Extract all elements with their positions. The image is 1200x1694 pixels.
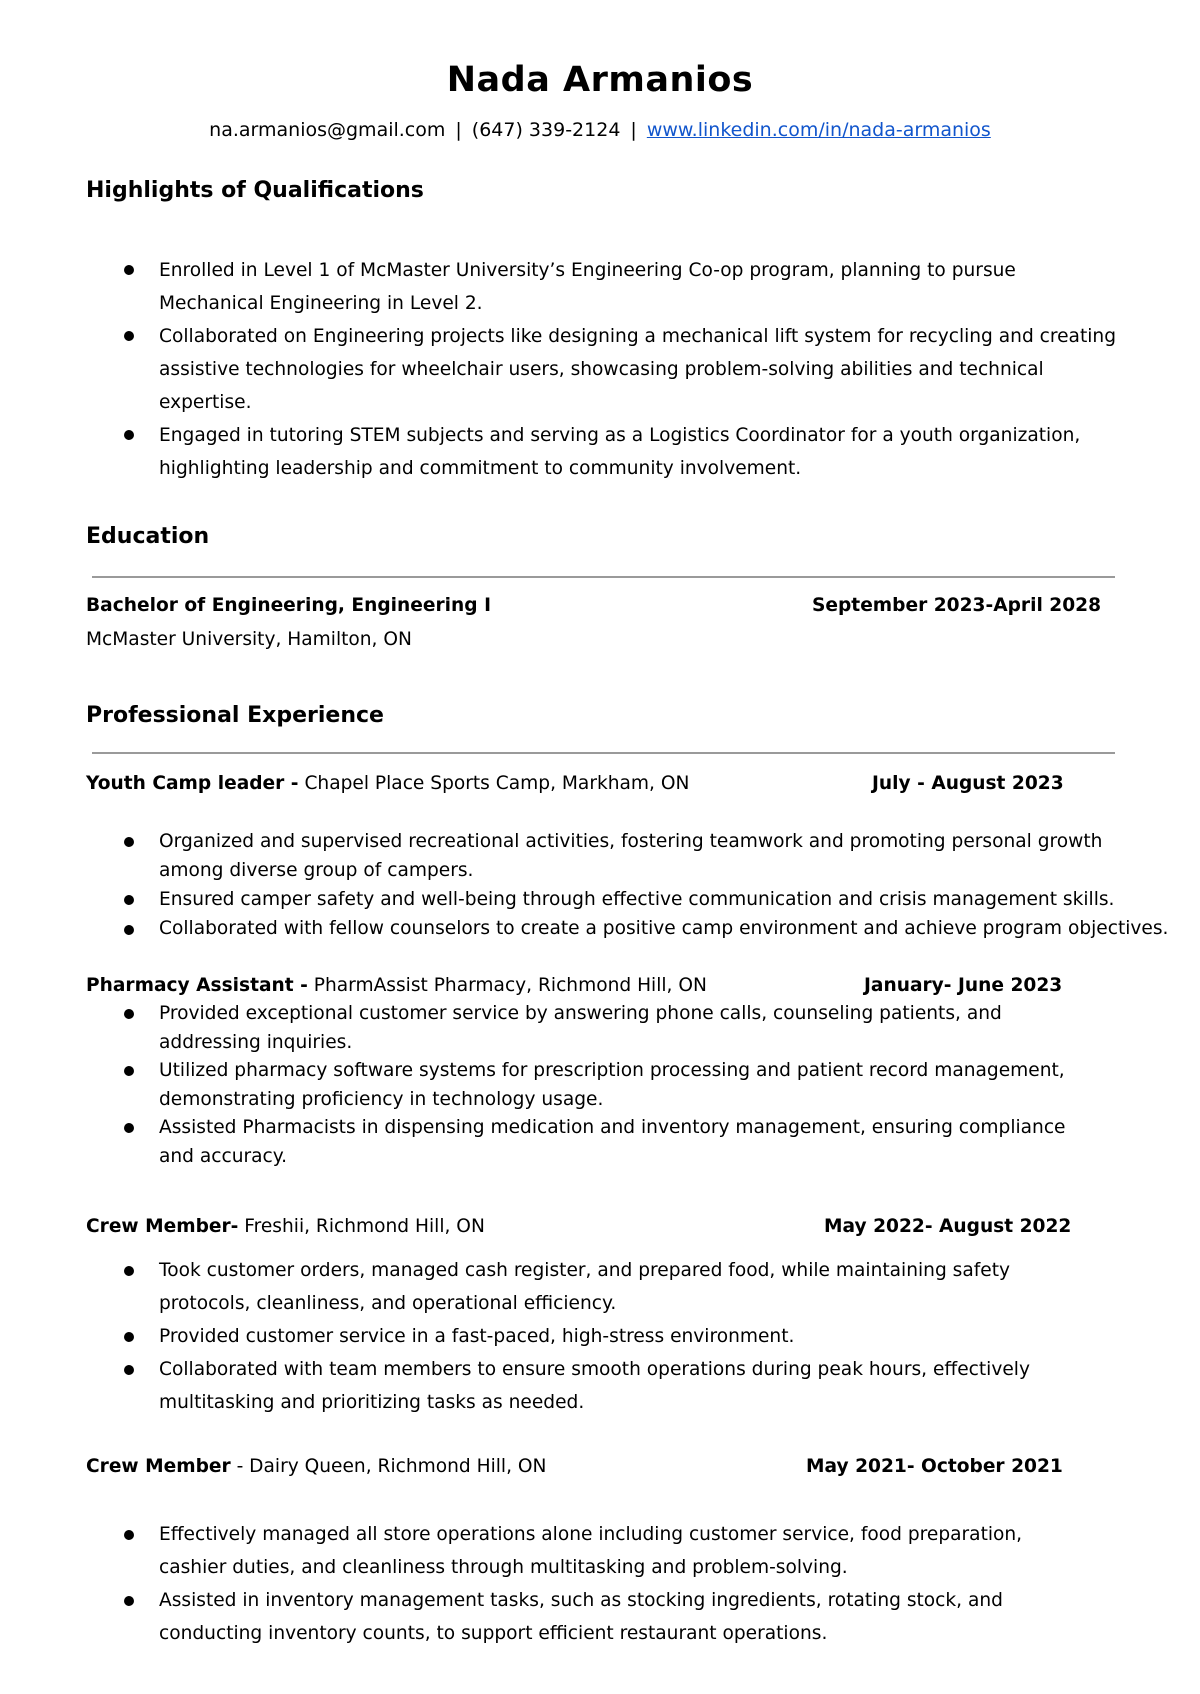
job-title: Crew Member <box>86 1456 231 1477</box>
bullet-icon <box>124 1123 134 1133</box>
job-header <box>86 1458 546 1477</box>
job-dates: July - August 2023 <box>872 773 1064 794</box>
job-header <box>86 1218 485 1237</box>
job-dates: January- June 2023 <box>864 975 1063 996</box>
job-bullet-line: and accuracy. <box>159 1146 288 1167</box>
separator: | <box>455 119 462 141</box>
highlight-line: Collaborated on Engineering projects like designing a mechanical lift system for recycling and creating <box>159 326 1116 347</box>
job-header <box>86 977 707 996</box>
highlight-line: expertise. <box>159 392 252 413</box>
resume-name: Nada Armanios <box>446 60 754 100</box>
job-title: Crew Member- <box>86 1216 239 1237</box>
job-bullet-line: Assisted in inventory management tasks, such as stocking ingredients, rotating stock, and <box>159 1590 1003 1611</box>
job-bullet-line: addressing inquiries. <box>159 1032 353 1053</box>
linkedin-link[interactable]: www.linkedin.com/in/nada-armanios <box>646 119 991 141</box>
job-title: Pharmacy Assistant - <box>86 975 308 996</box>
bullet-icon <box>124 1530 134 1540</box>
bullet-icon <box>124 331 134 341</box>
job-bullet-line: multitasking and prioritizing tasks as needed. <box>159 1392 585 1413</box>
highlight-line: highlighting leadership and commitment to community involvement. <box>159 458 802 479</box>
job-bullet-line: Assisted Pharmacists in dispensing medication and inventory management, ensuring compliance <box>159 1117 1066 1138</box>
job-dates: May 2022- August 2022 <box>824 1216 1072 1237</box>
job-header <box>86 775 689 794</box>
job-org: PharmAssist Pharmacy, Richmond Hill, ON <box>307 975 707 996</box>
job-bullet-line: Collaborated with team members to ensure smooth operations during peak hours, effectively <box>159 1359 1030 1380</box>
section-heading-experience: Professional Experience <box>86 703 384 728</box>
job-bullet-line: among diverse group of campers. <box>159 860 474 881</box>
section-divider <box>92 752 1115 754</box>
bullet-icon <box>124 1066 134 1076</box>
section-divider <box>92 576 1115 578</box>
job-bullet-line: Organized and supervised recreational activities, fostering teamwork and promoting personal growth <box>159 831 1103 852</box>
section-heading-education: Education <box>86 524 210 549</box>
bullet-icon <box>124 895 134 905</box>
bullet-icon <box>124 837 134 847</box>
bullet-icon <box>124 1596 134 1606</box>
job-bullet-line: Effectively managed all store operations alone including customer service, food preparation, <box>159 1524 1023 1545</box>
job-title: Youth Camp leader - <box>86 773 299 794</box>
job-bullet-line: Provided customer service in a fast-paced, high-stress environment. <box>159 1326 795 1347</box>
education-dates: September 2023-April 2028 <box>812 595 1102 616</box>
job-bullet-line: Utilized pharmacy software systems for prescription processing and patient record management, <box>159 1060 1065 1081</box>
bullet-icon <box>124 430 134 440</box>
degree-title: Bachelor of Engineering, Engineering I <box>86 595 491 616</box>
highlight-line: Enrolled in Level 1 of McMaster University’s Engineering Co-op program, planning to pursue <box>159 260 1016 281</box>
job-org: Freshii, Richmond Hill, ON <box>238 1216 485 1237</box>
job-bullet-line: Collaborated with fellow counselors to create a positive camp environment and achieve program objectives. <box>159 918 1169 939</box>
highlight-line: Mechanical Engineering in Level 2. <box>159 293 483 314</box>
school-name: McMaster University, Hamilton, ON <box>86 629 412 650</box>
separator: | <box>630 119 637 141</box>
job-org: - Dairy Queen, Richmond Hill, ON <box>230 1456 547 1477</box>
job-dates: May 2021- October 2021 <box>806 1456 1063 1477</box>
contact-line <box>0 119 1200 141</box>
phone-text: (647) 339-2124 <box>471 119 621 141</box>
job-bullet-line: Provided exceptional customer service by answering phone calls, counseling patients, and <box>159 1003 1002 1024</box>
bullet-icon <box>124 925 134 935</box>
bullet-icon <box>124 1365 134 1375</box>
highlight-line: Engaged in tutoring STEM subjects and serving as a Logistics Coordinator for a youth organization, <box>159 425 1081 446</box>
bullet-icon <box>124 265 134 275</box>
job-bullet-line: conducting inventory counts, to support efficient restaurant operations. <box>159 1623 828 1644</box>
bullet-icon <box>124 1332 134 1342</box>
job-bullet-line: Ensured camper safety and well-being through effective communication and crisis management skills. <box>159 889 1115 910</box>
job-bullet-line: protocols, cleanliness, and operational efficiency. <box>159 1293 617 1314</box>
bullet-icon <box>124 1266 134 1276</box>
job-bullet-line: demonstrating proficiency in technology usage. <box>159 1089 604 1110</box>
bullet-icon <box>124 1009 134 1019</box>
section-heading-highlights: Highlights of Qualifications <box>86 178 424 203</box>
email-text[interactable]: na.armanios@gmail.com <box>209 119 446 141</box>
job-org: Chapel Place Sports Camp, Markham, ON <box>298 773 690 794</box>
job-bullet-line: Took customer orders, managed cash register, and prepared food, while maintaining safety <box>159 1260 1011 1281</box>
highlight-line: assistive technologies for wheelchair users, showcasing problem-solving abilities and technical <box>159 359 1044 380</box>
job-bullet-line: cashier duties, and cleanliness through multitasking and problem-solving. <box>159 1557 848 1578</box>
